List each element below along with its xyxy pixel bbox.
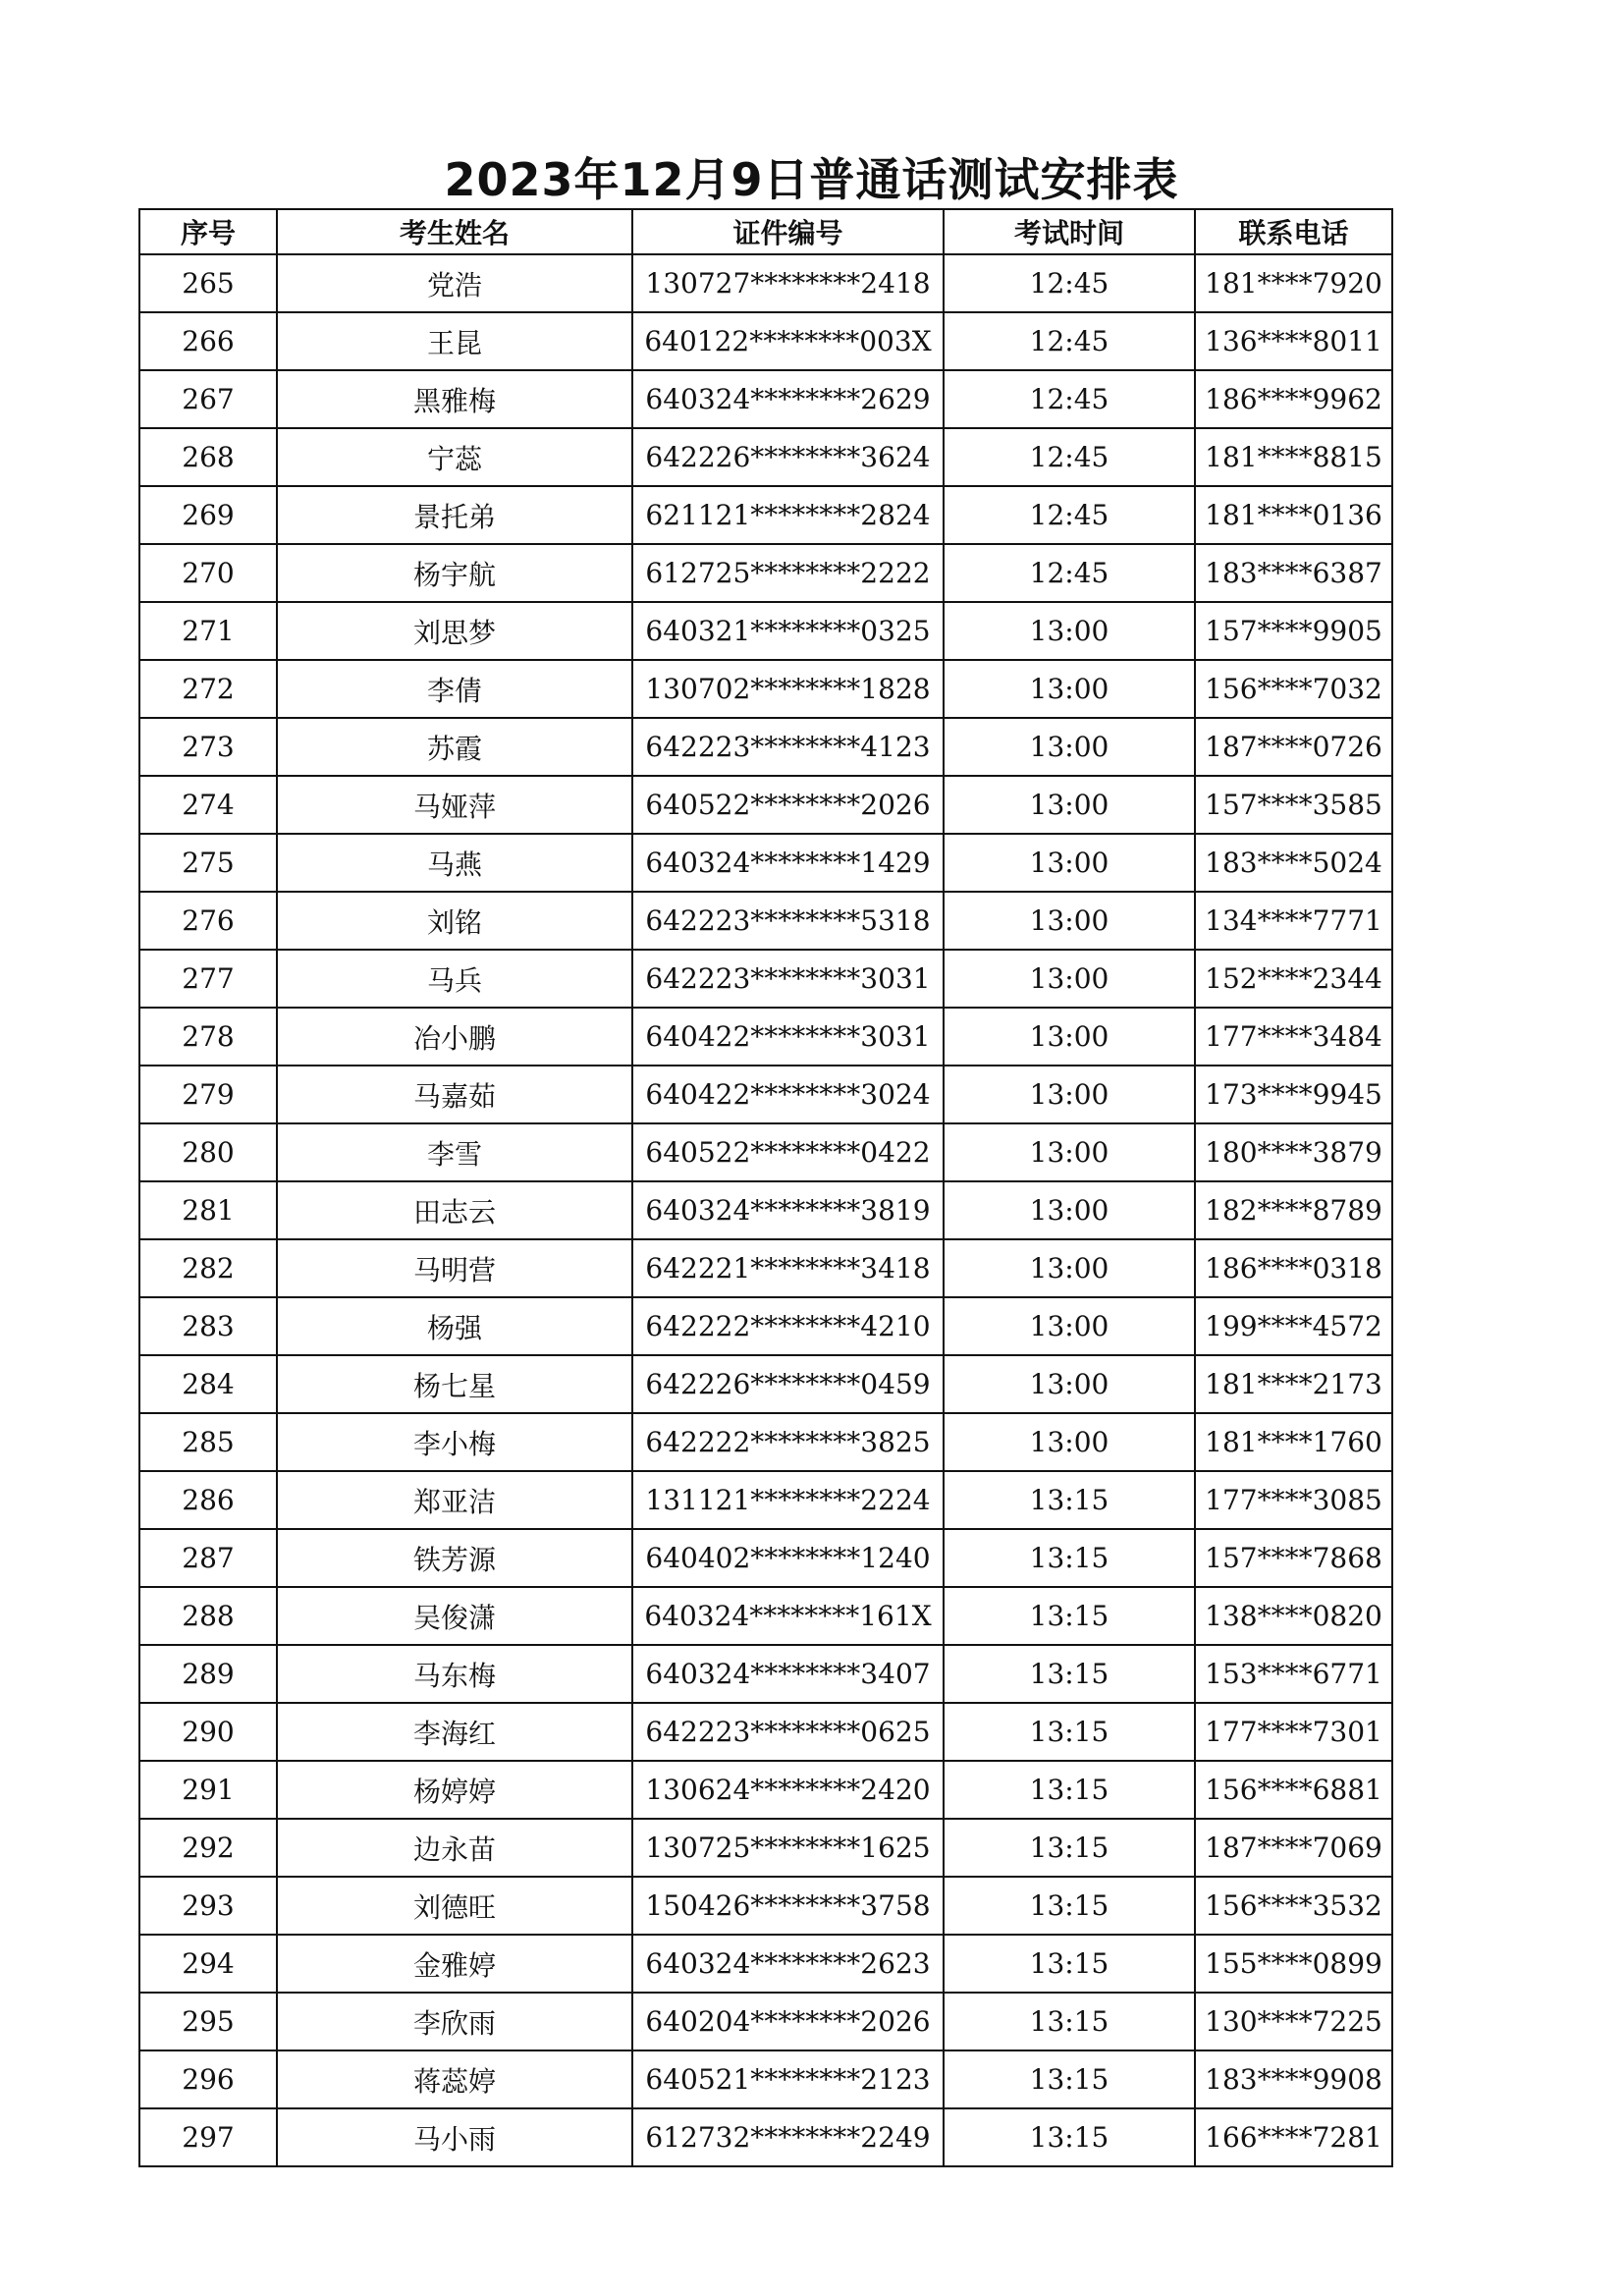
- cell-seq: 290: [139, 1703, 277, 1761]
- table-row: [139, 1297, 1392, 1355]
- cell-seq: 289: [139, 1645, 277, 1703]
- cell-name: 吴俊潇: [277, 1587, 632, 1645]
- cell-phone: 156****6881: [1195, 1761, 1392, 1819]
- cell-name: 杨强: [277, 1297, 632, 1355]
- cell-phone: 157****9905: [1195, 602, 1392, 660]
- cell-seq: 268: [139, 428, 277, 486]
- table-row: [139, 1645, 1392, 1703]
- cell-seq: 282: [139, 1239, 277, 1297]
- cell-name: 马明营: [277, 1239, 632, 1297]
- cell-seq: 274: [139, 776, 277, 834]
- cell-time: 13:00: [944, 1181, 1195, 1239]
- cell-seq: 271: [139, 602, 277, 660]
- cell-phone: 153****6771: [1195, 1645, 1392, 1703]
- cell-time: 13:00: [944, 1066, 1195, 1123]
- cell-time: 13:15: [944, 1529, 1195, 1587]
- cell-id: 621121********2824: [632, 486, 944, 544]
- cell-phone: 134****7771: [1195, 892, 1392, 950]
- cell-phone: 199****4572: [1195, 1297, 1392, 1355]
- header-name: 考生姓名: [277, 209, 632, 254]
- cell-time: 13:00: [944, 1413, 1195, 1471]
- cell-id: 642223********3031: [632, 950, 944, 1008]
- cell-time: 13:15: [944, 1703, 1195, 1761]
- cell-id: 640324********1429: [632, 834, 944, 892]
- cell-name: 杨宇航: [277, 544, 632, 602]
- cell-phone: 181****7920: [1195, 254, 1392, 312]
- cell-phone: 166****7281: [1195, 2108, 1392, 2166]
- cell-time: 12:45: [944, 428, 1195, 486]
- cell-id: 640324********2629: [632, 370, 944, 428]
- cell-time: 13:15: [944, 1993, 1195, 2050]
- cell-time: 13:00: [944, 1123, 1195, 1181]
- cell-id: 642226********0459: [632, 1355, 944, 1413]
- cell-time: 12:45: [944, 254, 1195, 312]
- cell-id: 640522********0422: [632, 1123, 944, 1181]
- cell-id: 642222********3825: [632, 1413, 944, 1471]
- cell-id: 640324********2623: [632, 1935, 944, 1993]
- cell-phone: 177****3484: [1195, 1008, 1392, 1066]
- table-row: [139, 602, 1392, 660]
- cell-phone: 181****0136: [1195, 486, 1392, 544]
- cell-phone: 177****3085: [1195, 1471, 1392, 1529]
- cell-name: 铁芳源: [277, 1529, 632, 1587]
- cell-phone: 181****1760: [1195, 1413, 1392, 1471]
- cell-name: 李倩: [277, 660, 632, 718]
- cell-time: 13:00: [944, 602, 1195, 660]
- table-row: [139, 2050, 1392, 2108]
- cell-name: 宁蕊: [277, 428, 632, 486]
- cell-id: 642222********4210: [632, 1297, 944, 1355]
- header-id: 证件编号: [632, 209, 944, 254]
- table-row: [139, 1703, 1392, 1761]
- cell-seq: 288: [139, 1587, 277, 1645]
- header-row: [139, 209, 1392, 254]
- table-row: [139, 2108, 1392, 2166]
- table-row: [139, 1413, 1392, 1471]
- cell-name: 李雪: [277, 1123, 632, 1181]
- cell-name: 李海红: [277, 1703, 632, 1761]
- table-row: [139, 950, 1392, 1008]
- cell-id: 640122********003X: [632, 312, 944, 370]
- cell-time: 13:00: [944, 1008, 1195, 1066]
- cell-name: 边永苗: [277, 1819, 632, 1877]
- cell-id: 640321********0325: [632, 602, 944, 660]
- cell-seq: 279: [139, 1066, 277, 1123]
- header-seq: 序号: [139, 209, 277, 254]
- cell-id: 640522********2026: [632, 776, 944, 834]
- table-row: [139, 312, 1392, 370]
- cell-phone: 186****9962: [1195, 370, 1392, 428]
- cell-phone: 183****5024: [1195, 834, 1392, 892]
- cell-name: 田志云: [277, 1181, 632, 1239]
- cell-time: 13:15: [944, 1645, 1195, 1703]
- cell-phone: 177****7301: [1195, 1703, 1392, 1761]
- cell-id: 150426********3758: [632, 1877, 944, 1935]
- cell-phone: 138****0820: [1195, 1587, 1392, 1645]
- cell-id: 642223********4123: [632, 718, 944, 776]
- cell-time: 12:45: [944, 544, 1195, 602]
- cell-seq: 297: [139, 2108, 277, 2166]
- cell-name: 王昆: [277, 312, 632, 370]
- cell-name: 马兵: [277, 950, 632, 1008]
- cell-seq: 276: [139, 892, 277, 950]
- cell-name: 刘德旺: [277, 1877, 632, 1935]
- cell-seq: 269: [139, 486, 277, 544]
- cell-id: 640402********1240: [632, 1529, 944, 1587]
- cell-phone: 187****7069: [1195, 1819, 1392, 1877]
- cell-name: 刘铭: [277, 892, 632, 950]
- cell-phone: 173****9945: [1195, 1066, 1392, 1123]
- cell-seq: 275: [139, 834, 277, 892]
- cell-name: 蒋蕊婷: [277, 2050, 632, 2108]
- cell-name: 马小雨: [277, 2108, 632, 2166]
- cell-id: 642223********5318: [632, 892, 944, 950]
- cell-seq: 280: [139, 1123, 277, 1181]
- cell-phone: 186****0318: [1195, 1239, 1392, 1297]
- cell-id: 130725********1625: [632, 1819, 944, 1877]
- cell-seq: 272: [139, 660, 277, 718]
- cell-phone: 157****3585: [1195, 776, 1392, 834]
- cell-phone: 180****3879: [1195, 1123, 1392, 1181]
- cell-name: 苏霞: [277, 718, 632, 776]
- table-row: [139, 1123, 1392, 1181]
- cell-name: 杨七星: [277, 1355, 632, 1413]
- cell-id: 612725********2222: [632, 544, 944, 602]
- table-row: [139, 1471, 1392, 1529]
- cell-name: 党浩: [277, 254, 632, 312]
- cell-name: 马燕: [277, 834, 632, 892]
- table-row: [139, 892, 1392, 950]
- header-time: 考试时间: [944, 209, 1195, 254]
- table-row: [139, 486, 1392, 544]
- header-phone: 联系电话: [1195, 209, 1392, 254]
- cell-name: 李欣雨: [277, 1993, 632, 2050]
- table-row: [139, 834, 1392, 892]
- cell-seq: 295: [139, 1993, 277, 2050]
- table-row: [139, 1877, 1392, 1935]
- cell-seq: 277: [139, 950, 277, 1008]
- cell-seq: 273: [139, 718, 277, 776]
- cell-phone: 155****0899: [1195, 1935, 1392, 1993]
- cell-id: 612732********2249: [632, 2108, 944, 2166]
- cell-id: 642223********0625: [632, 1703, 944, 1761]
- cell-id: 640204********2026: [632, 1993, 944, 2050]
- cell-phone: 182****8789: [1195, 1181, 1392, 1239]
- cell-seq: 291: [139, 1761, 277, 1819]
- cell-seq: 283: [139, 1297, 277, 1355]
- cell-time: 13:15: [944, 1935, 1195, 1993]
- table-row: [139, 1239, 1392, 1297]
- table-row: [139, 370, 1392, 428]
- cell-time: 12:45: [944, 312, 1195, 370]
- cell-time: 12:45: [944, 486, 1195, 544]
- cell-time: 13:00: [944, 660, 1195, 718]
- cell-phone: 130****7225: [1195, 1993, 1392, 2050]
- cell-time: 13:15: [944, 1587, 1195, 1645]
- cell-phone: 183****6387: [1195, 544, 1392, 602]
- cell-seq: 265: [139, 254, 277, 312]
- cell-phone: 156****7032: [1195, 660, 1392, 718]
- cell-time: 13:00: [944, 1355, 1195, 1413]
- cell-id: 640324********3407: [632, 1645, 944, 1703]
- cell-seq: 267: [139, 370, 277, 428]
- cell-time: 13:15: [944, 2108, 1195, 2166]
- cell-name: 马娅萍: [277, 776, 632, 834]
- cell-phone: 187****0726: [1195, 718, 1392, 776]
- cell-seq: 292: [139, 1819, 277, 1877]
- table-row: [139, 254, 1392, 312]
- cell-id: 642226********3624: [632, 428, 944, 486]
- cell-id: 640324********3819: [632, 1181, 944, 1239]
- cell-time: 13:15: [944, 1819, 1195, 1877]
- cell-id: 642221********3418: [632, 1239, 944, 1297]
- table-row: [139, 1993, 1392, 2050]
- cell-time: 13:15: [944, 1761, 1195, 1819]
- table-row: [139, 1819, 1392, 1877]
- cell-name: 金雅婷: [277, 1935, 632, 1993]
- cell-seq: 287: [139, 1529, 277, 1587]
- cell-time: 13:00: [944, 718, 1195, 776]
- cell-name: 冶小鹏: [277, 1008, 632, 1066]
- cell-time: 13:00: [944, 950, 1195, 1008]
- table-row: [139, 1008, 1392, 1066]
- table-row: [139, 1066, 1392, 1123]
- cell-phone: 181****2173: [1195, 1355, 1392, 1413]
- cell-name: 刘思梦: [277, 602, 632, 660]
- cell-seq: 281: [139, 1181, 277, 1239]
- cell-phone: 157****7868: [1195, 1529, 1392, 1587]
- cell-name: 马嘉茹: [277, 1066, 632, 1123]
- cell-seq: 294: [139, 1935, 277, 1993]
- cell-name: 杨婷婷: [277, 1761, 632, 1819]
- cell-seq: 284: [139, 1355, 277, 1413]
- table-row: [139, 1181, 1392, 1239]
- cell-time: 13:00: [944, 1297, 1195, 1355]
- cell-name: 李小梅: [277, 1413, 632, 1471]
- table-row: [139, 1529, 1392, 1587]
- cell-id: 130624********2420: [632, 1761, 944, 1819]
- cell-seq: 285: [139, 1413, 277, 1471]
- cell-seq: 296: [139, 2050, 277, 2108]
- table-row: [139, 1935, 1392, 1993]
- schedule-table: [138, 208, 1393, 2167]
- cell-phone: 181****8815: [1195, 428, 1392, 486]
- cell-seq: 270: [139, 544, 277, 602]
- cell-id: 640422********3031: [632, 1008, 944, 1066]
- cell-name: 景托弟: [277, 486, 632, 544]
- table-row: [139, 1355, 1392, 1413]
- cell-name: 郑亚洁: [277, 1471, 632, 1529]
- cell-id: 640521********2123: [632, 2050, 944, 2108]
- cell-seq: 293: [139, 1877, 277, 1935]
- cell-id: 640422********3024: [632, 1066, 944, 1123]
- cell-name: 黑雅梅: [277, 370, 632, 428]
- table-row: [139, 1587, 1392, 1645]
- cell-seq: 286: [139, 1471, 277, 1529]
- cell-time: 13:15: [944, 1471, 1195, 1529]
- table-row: [139, 718, 1392, 776]
- cell-time: 13:00: [944, 776, 1195, 834]
- cell-time: 13:00: [944, 834, 1195, 892]
- cell-id: 640324********161X: [632, 1587, 944, 1645]
- table-row: [139, 1761, 1392, 1819]
- cell-phone: 152****2344: [1195, 950, 1392, 1008]
- cell-id: 130727********2418: [632, 254, 944, 312]
- table-row: [139, 660, 1392, 718]
- cell-name: 马东梅: [277, 1645, 632, 1703]
- table-row: [139, 776, 1392, 834]
- cell-id: 130702********1828: [632, 660, 944, 718]
- cell-time: 13:15: [944, 2050, 1195, 2108]
- cell-phone: 156****3532: [1195, 1877, 1392, 1935]
- cell-phone: 183****9908: [1195, 2050, 1392, 2108]
- cell-time: 13:00: [944, 1239, 1195, 1297]
- cell-time: 12:45: [944, 370, 1195, 428]
- cell-seq: 266: [139, 312, 277, 370]
- cell-id: 131121********2224: [632, 1471, 944, 1529]
- table-body: [139, 254, 1392, 2166]
- cell-seq: 278: [139, 1008, 277, 1066]
- page-title: 2023年12月9日普通话测试安排表: [444, 153, 1179, 206]
- table-row: [139, 428, 1392, 486]
- cell-time: 13:00: [944, 892, 1195, 950]
- cell-time: 13:15: [944, 1877, 1195, 1935]
- table-row: [139, 544, 1392, 602]
- cell-phone: 136****8011: [1195, 312, 1392, 370]
